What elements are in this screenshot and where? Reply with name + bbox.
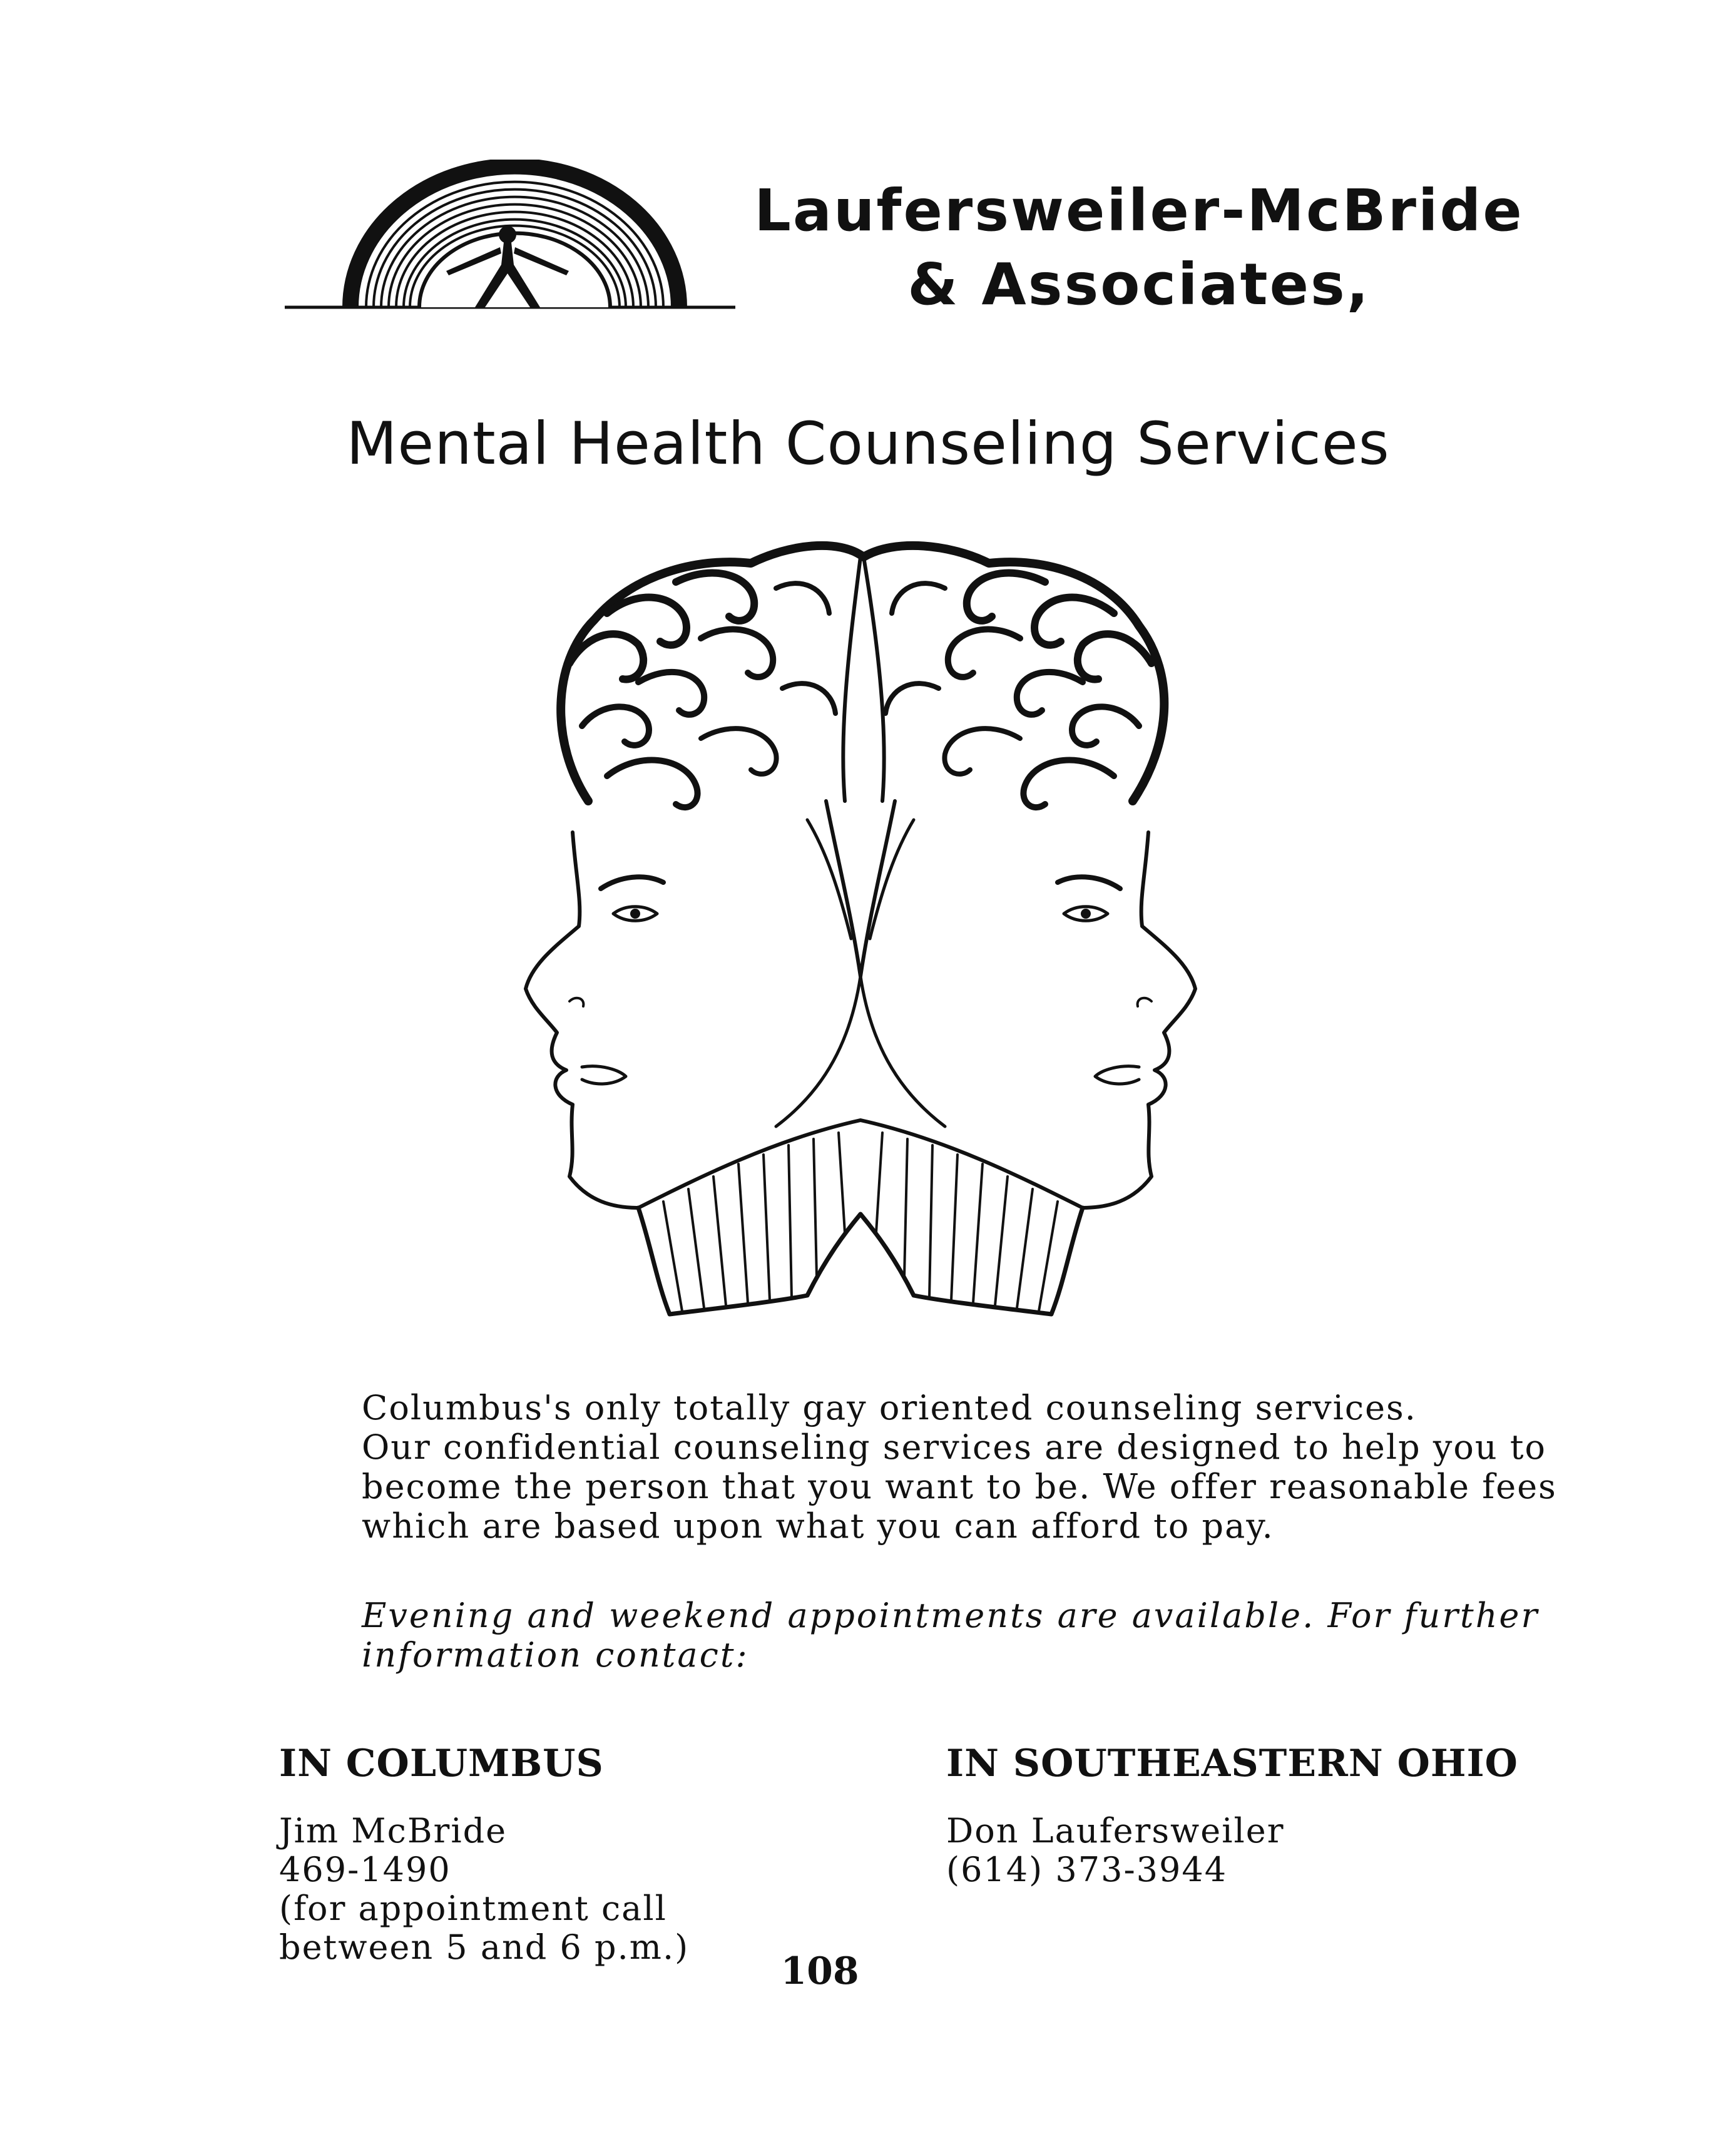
description-line: become the person that you want to be. We offer reasonable fees [362, 1467, 1557, 1506]
columbus-heading: IN COLUMBUS [279, 1742, 604, 1785]
appointments-line: information contact: [362, 1635, 749, 1675]
rainbow-figure-logo-icon [285, 160, 735, 313]
southeastern-ohio-heading: IN SOUTHEASTERN OHIO [946, 1742, 1518, 1785]
description-line: Our confidential counseling services are designed to help you to [362, 1427, 1547, 1467]
appointments-line: Evening and weekend appointments are available. For further [362, 1596, 1539, 1635]
description-line: which are based upon what you can afford to pay. [362, 1506, 1274, 1546]
illustration [513, 538, 1208, 1320]
two-faces-profile-illustration-icon [513, 538, 1208, 1320]
description [362, 1388, 1557, 1546]
columbus-contact [279, 1812, 689, 1967]
company-logo [285, 160, 735, 313]
page-subtitle: Mental Health Counseling Services [346, 410, 1390, 478]
southeastern-contact-name: Don Laufersweiler [946, 1811, 1285, 1851]
columbus-contact-name: Jim McBride [279, 1811, 508, 1851]
description-line: Columbus's only totally gay oriented counseling services. [362, 1388, 1417, 1427]
company-name-line2: & Associates, [907, 251, 1371, 318]
company-name-line1: Laufersweiler-McBride [754, 177, 1524, 244]
southeastern-ohio-contact [946, 1812, 1285, 1889]
columbus-contact-note: between 5 and 6 p.m.) [279, 1927, 690, 1967]
columbus-contact-note: (for appointment call [279, 1889, 667, 1928]
company-name [713, 174, 1565, 322]
page-number: 108 [780, 1949, 859, 1993]
southeastern-contact-phone: (614) 373-3944 [946, 1850, 1228, 1889]
columbus-contact-phone: 469-1490 [279, 1850, 451, 1889]
appointments-note [362, 1596, 1539, 1675]
